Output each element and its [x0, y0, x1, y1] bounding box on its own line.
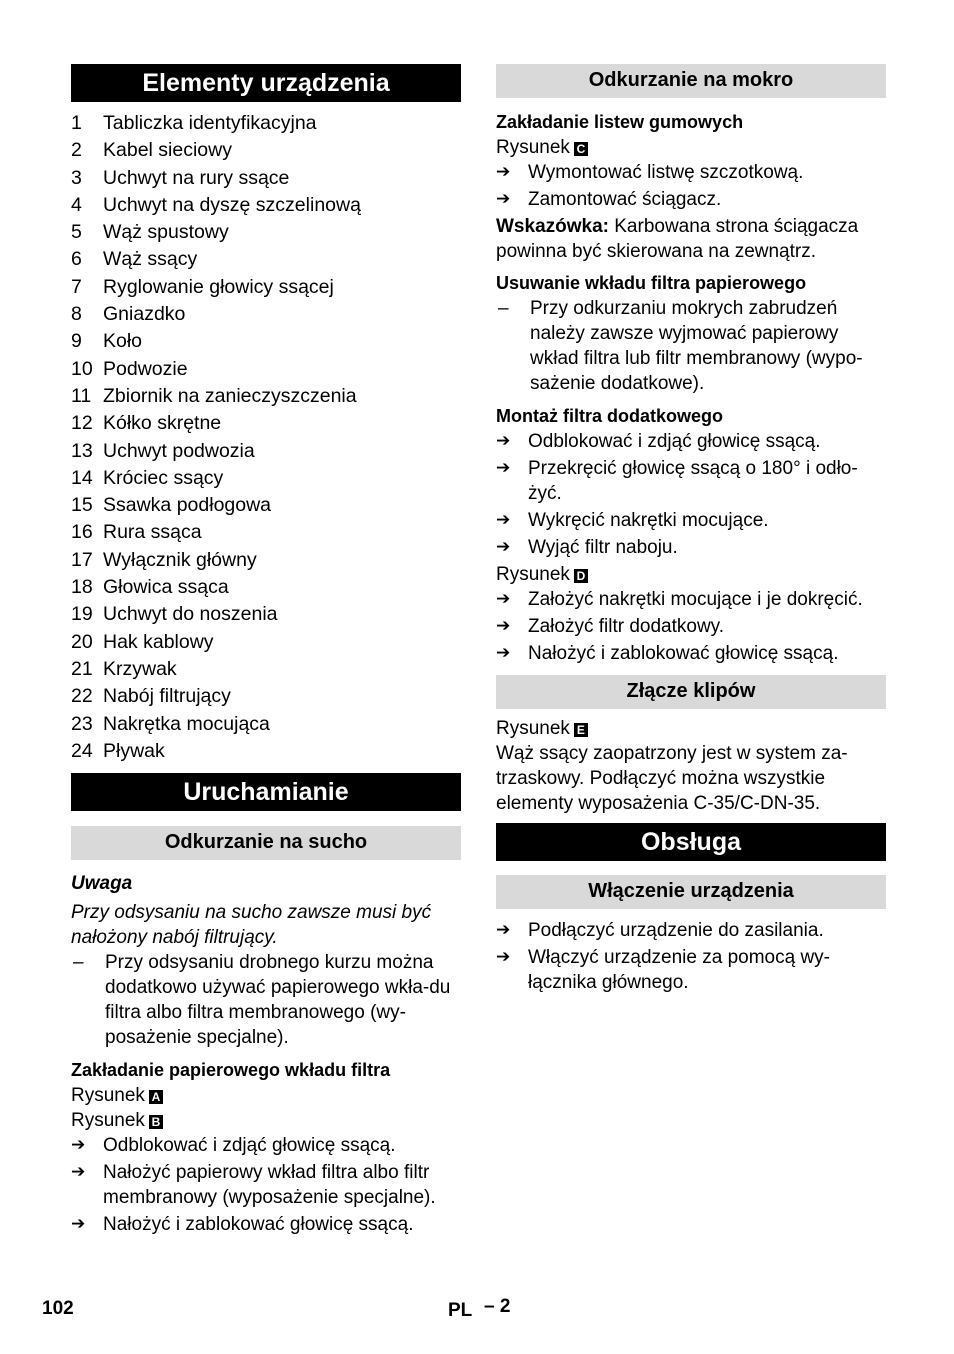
part-item: [71, 219, 461, 246]
part-item: [71, 192, 461, 219]
step-text: Przekręcić głowicę ssącą o 180° i odło-żyć.: [528, 458, 858, 504]
step-item: [71, 1212, 461, 1237]
part-label: Uchwyt podwozia: [103, 439, 255, 462]
part-number: 21: [71, 657, 93, 680]
step-item: [496, 918, 886, 943]
section-title-elements: Elementy urządzenia: [71, 64, 461, 102]
part-label: Uchwyt na dyszę szczelinową: [103, 193, 361, 216]
right-column: [496, 64, 886, 997]
arrow-icon: ➔: [71, 1135, 86, 1155]
step-item: [496, 160, 886, 185]
rubber-steps: [496, 160, 886, 212]
part-item: [71, 519, 461, 546]
parts-list: [71, 110, 461, 765]
part-item: [71, 629, 461, 656]
arrow-icon: ➔: [496, 537, 511, 556]
part-label: Pływak: [103, 739, 165, 762]
step-text: Założyć filtr dodatkowy.: [528, 616, 725, 637]
part-number: 6: [71, 248, 82, 271]
part-item: [71, 656, 461, 683]
heading-rubber-strips: Zakładanie listew gumowych: [496, 112, 744, 132]
part-item: [71, 356, 461, 383]
dash-text: Przy odsysaniu drobnego kurzu można dodatkowo używać papierowego wkła-du filtra albo filtra membranowego (wy-posażenie specjalne).: [105, 952, 451, 1049]
part-number: 23: [71, 712, 93, 735]
part-number: 4: [71, 193, 82, 216]
paper-filter-steps: [71, 1133, 461, 1237]
step-text: Nałożyć papierowy wkład filtra albo filtr membranowy (wyposażenie specjalne).: [103, 1162, 436, 1209]
dash-item: [71, 950, 461, 1050]
part-number: 14: [71, 466, 93, 489]
part-label: Króciec ssący: [103, 466, 224, 489]
step-text: Założyć nakrętki mocujące i je dokręcić.: [528, 589, 863, 610]
part-item: [71, 274, 461, 301]
step-item: [496, 614, 886, 639]
step-text: Odblokować i zdjąć głowicę ssącą.: [528, 431, 821, 452]
arrow-icon: ➔: [71, 1162, 86, 1182]
part-number: 18: [71, 576, 93, 599]
part-number: 15: [71, 494, 93, 517]
language-code: PL: [448, 1300, 473, 1321]
part-item: [71, 574, 461, 601]
figure-word: Rysunek: [71, 1110, 145, 1132]
part-item: [71, 465, 461, 492]
heading-remove-filter: Usuwanie wkładu filtra papierowego: [496, 273, 807, 293]
hint-label: Wskazówka:: [496, 216, 609, 237]
part-item: [71, 165, 461, 192]
arrow-icon: ➔: [496, 589, 511, 608]
figure-ref-e: [496, 716, 886, 741]
switch-on-steps: [496, 918, 886, 995]
part-label: Krzywak: [103, 657, 177, 680]
part-label: Tabliczka identyfikacyjna: [103, 112, 317, 134]
figure-badge-a: A: [149, 1090, 163, 1104]
part-number: 7: [71, 275, 82, 298]
part-item: [71, 383, 461, 410]
arrow-icon: ➔: [496, 510, 511, 529]
part-item: [71, 711, 461, 738]
part-item: [71, 110, 461, 137]
heading-paper-filter: Zakładanie papierowego wkładu filtra: [71, 1060, 391, 1081]
part-item: [71, 683, 461, 710]
arrow-icon: ➔: [71, 1214, 86, 1234]
step-text: Wyjąć filtr naboju.: [528, 537, 678, 558]
subsection-dry-vacuuming: Odkurzanie na sucho: [71, 826, 461, 860]
figure-badge-d: D: [574, 569, 588, 583]
step-text: Podłączyć urządzenie do zasilania.: [528, 920, 824, 941]
step-item: [496, 187, 886, 212]
part-number: 9: [71, 330, 82, 353]
part-label: Wąż spustowy: [103, 221, 229, 244]
part-label: Ryglowanie głowicy ssącej: [103, 275, 334, 298]
left-column: [71, 64, 461, 1239]
part-label: Gniazdko: [103, 303, 186, 326]
part-label: Nakrętka mocująca: [103, 712, 270, 735]
part-number: 8: [71, 303, 82, 326]
part-label: Podwozie: [103, 357, 188, 380]
figure-badge-b: B: [149, 1115, 163, 1129]
part-number: 16: [71, 521, 93, 544]
arrow-icon: ➔: [496, 643, 511, 662]
page-number: 102: [42, 1298, 74, 1319]
step-item: [496, 456, 886, 506]
note-title: Uwaga: [71, 873, 133, 895]
step-item: [496, 945, 886, 995]
part-item: [71, 492, 461, 519]
part-item: [71, 246, 461, 273]
section-title-operation: Obsługa: [496, 823, 886, 861]
part-item: [71, 738, 461, 765]
step-item: [496, 508, 886, 533]
part-label: Hak kablowy: [103, 630, 214, 653]
figure-ref-a: [71, 1083, 461, 1108]
part-label: Uchwyt do noszenia: [103, 603, 278, 626]
heading-mount-filter: Montaż filtra dodatkowego: [496, 406, 723, 426]
dash-marker: –: [73, 952, 84, 974]
part-number: 1: [71, 112, 82, 134]
part-item: [71, 328, 461, 355]
part-item: [71, 547, 461, 574]
figure-ref-c: [496, 135, 886, 160]
figure-word: Rysunek: [496, 718, 570, 739]
part-number: 3: [71, 166, 82, 189]
step-text: Zamontować ściągacz.: [528, 189, 722, 210]
arrow-icon: ➔: [496, 189, 511, 208]
arrow-icon: ➔: [496, 920, 511, 939]
mount-steps: [496, 429, 886, 560]
figure-word: Rysunek: [71, 1085, 145, 1107]
step-item: [496, 535, 886, 560]
part-label: Uchwyt na rury ssące: [103, 166, 290, 189]
part-number: 17: [71, 548, 93, 571]
step-text: Włączyć urządzenie za pomocą wy-łącznika głównego.: [528, 947, 830, 993]
dash-marker: –: [498, 298, 509, 319]
part-label: Ssawka podłogowa: [103, 494, 272, 517]
step-item: [496, 587, 886, 612]
part-label: Nabój filtrujący: [103, 685, 231, 708]
part-number: 10: [71, 357, 93, 380]
step-text: Odblokować i zdjąć głowicę ssącą.: [103, 1135, 396, 1157]
step-item: [71, 1133, 461, 1158]
part-item: [71, 137, 461, 164]
hint: [496, 214, 886, 264]
step-item: [496, 429, 886, 454]
dash-text: Przy odkurzaniu mokrych zabrudzeń należy zawsze wyjmować papierowy wkład filtra lub filtr membranowy (wypo-sażenie dodatkowe).: [530, 298, 863, 394]
step-item: [496, 641, 886, 666]
part-label: Kabel sieciowy: [103, 139, 232, 162]
subsection-switch-on: Włączenie urządzenia: [496, 875, 886, 909]
dash-item: [496, 296, 886, 396]
mount-steps-2: [496, 587, 886, 666]
part-number: 13: [71, 439, 93, 462]
part-label: Wąż ssący: [103, 248, 198, 271]
arrow-icon: ➔: [496, 162, 511, 181]
part-number: 5: [71, 221, 82, 244]
part-label: Rura ssąca: [103, 521, 202, 544]
part-label: Głowica ssąca: [103, 576, 229, 599]
figure-word: Rysunek: [496, 137, 570, 158]
part-item: [71, 410, 461, 437]
part-label: Zbiornik na zanieczyszczenia: [103, 384, 357, 407]
arrow-icon: ➔: [496, 458, 511, 477]
step-item: [71, 1160, 461, 1210]
subsection-clip-connector: Złącze klipów: [496, 675, 886, 709]
arrow-icon: ➔: [496, 947, 511, 966]
part-number: 12: [71, 412, 93, 435]
part-label: Wyłącznik główny: [103, 548, 257, 571]
part-number: 19: [71, 603, 93, 626]
page-subnumber: – 2: [484, 1296, 511, 1317]
step-text: Wymontować listwę szczotkową.: [528, 162, 804, 183]
part-number: 22: [71, 685, 93, 708]
part-number: 24: [71, 739, 93, 762]
figure-ref-d: [496, 562, 886, 587]
part-label: Koło: [103, 330, 143, 353]
figure-badge-c: C: [574, 142, 588, 156]
figure-ref-b: [71, 1108, 461, 1133]
clip-text: Wąż ssący zaopatrzony jest w system za-trzaskowy. Podłączyć można wszystkie elementy wyposażenia C-35/C-DN-35.: [496, 743, 848, 814]
part-item: [71, 301, 461, 328]
part-number: 11: [71, 384, 92, 407]
part-label: Kółko skrętne: [103, 412, 222, 435]
step-text: Nałożyć i zablokować głowicę ssącą.: [528, 643, 839, 664]
subsection-wet-vacuuming: Odkurzanie na mokro: [496, 64, 886, 98]
note-text: Przy odsysaniu na sucho zawsze musi być nałożony nabój filtrujący.: [71, 902, 432, 949]
part-number: 2: [71, 139, 82, 162]
part-item: [71, 438, 461, 465]
step-text: Nałożyć i zablokować głowicę ssącą.: [103, 1214, 414, 1236]
arrow-icon: ➔: [496, 431, 511, 450]
hint-text: Karbowana strona ściągacza powinna być skierowana na zewnątrz.: [496, 216, 859, 262]
arrow-icon: ➔: [496, 616, 511, 635]
section-title-startup: Uruchamianie: [71, 773, 461, 811]
figure-badge-e: E: [574, 723, 588, 737]
figure-word: Rysunek: [496, 564, 570, 585]
part-number: 20: [71, 630, 93, 653]
part-item: [71, 601, 461, 628]
step-text: Wykręcić nakrętki mocujące.: [528, 510, 769, 531]
